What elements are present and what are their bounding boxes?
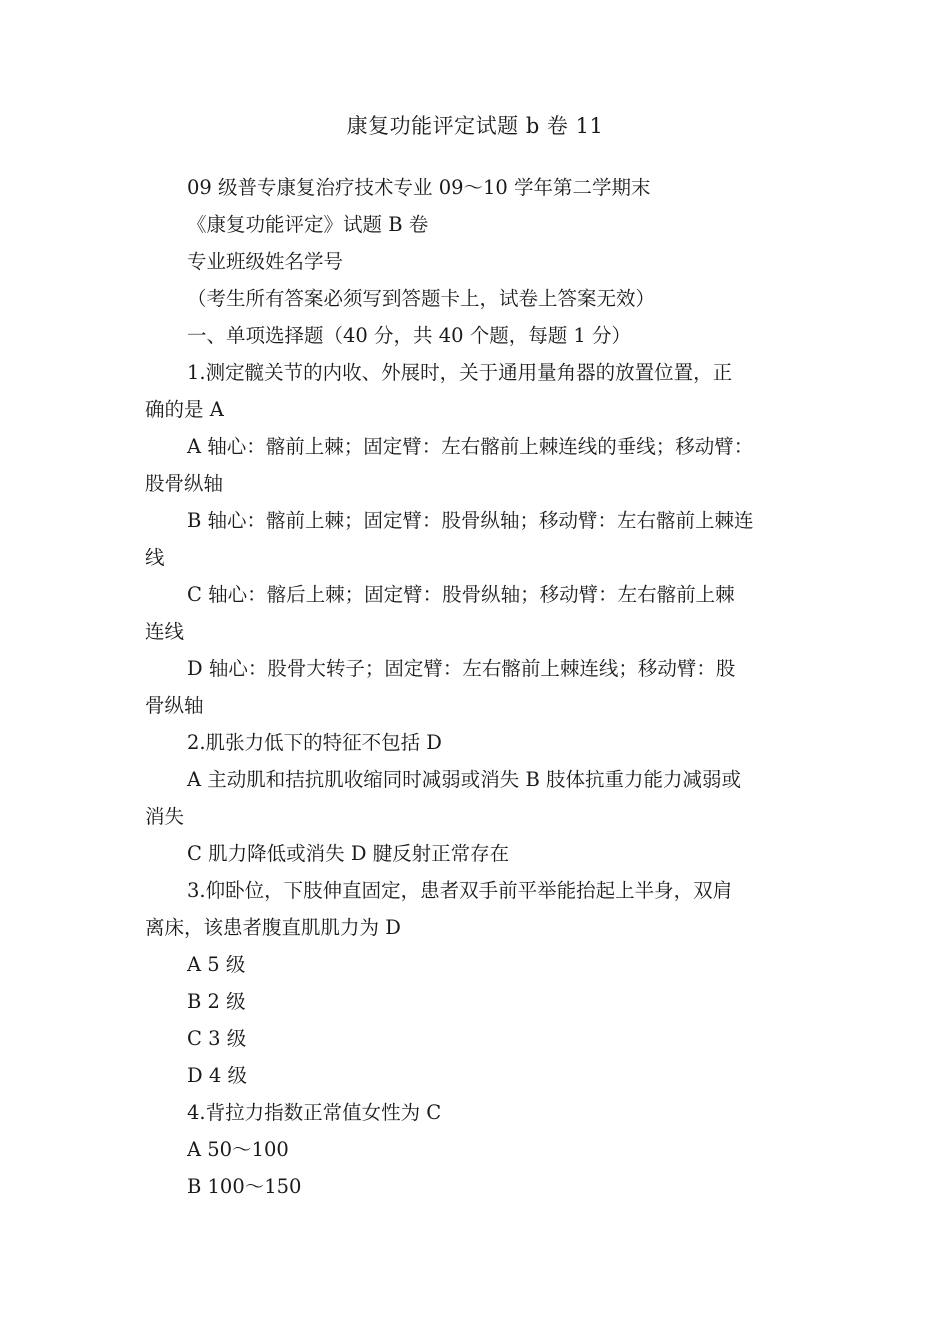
- option-text: C 3 级: [187, 1027, 247, 1050]
- question-text: 3.仰卧位，下肢伸直固定，患者双手前平举能抬起上半身，双肩: [187, 879, 733, 902]
- option-text: A 轴心：髂前上棘；固定臂：左右髂前上棘连线的垂线；移动臂：: [187, 435, 754, 458]
- question-text: 确的是 A: [145, 398, 224, 421]
- option-text: 连线: [145, 620, 185, 643]
- option-text: D 4 级: [187, 1064, 247, 1087]
- text-line: 《康复功能评定》试题 B 卷: [187, 213, 429, 236]
- option-text: 消失: [145, 805, 185, 828]
- option-text: C 轴心：髂后上棘；固定臂：股骨纵轴；移动臂：左右髂前上棘: [187, 583, 735, 606]
- text-line: 专业班级姓名学号: [187, 250, 344, 273]
- option-text: B 轴心：髂前上棘；固定臂：股骨纵轴；移动臂：左右髂前上棘连: [187, 509, 754, 532]
- option-text: A 5 级: [187, 953, 246, 976]
- text-line: 09 级普专康复治疗技术专业 09～10 学年第二学期末: [187, 176, 651, 199]
- document-title: 康复功能评定试题 b 卷 11: [346, 114, 604, 138]
- option-text: 线: [145, 546, 165, 569]
- option-text: C 肌力降低或消失 D 腱反射正常存在: [187, 842, 510, 865]
- option-text: D 轴心：股骨大转子；固定臂：左右髂前上棘连线；移动臂：股: [187, 657, 736, 680]
- option-text: A 主动肌和拮抗肌收缩同时减弱或消失 B 肢体抗重力能力减弱或: [187, 768, 742, 791]
- question-text: 4.背拉力指数正常值女性为 C: [187, 1101, 442, 1124]
- document-body: [145, 169, 825, 1205]
- option-text: B 2 级: [187, 990, 246, 1013]
- section-heading: 一、单项选择题（40 分，共 40 个题，每题 1 分）: [187, 324, 632, 347]
- text-line: （考生所有答案必须写到答题卡上，试卷上答案无效）: [187, 287, 656, 310]
- question-text: 离床，该患者腹直肌肌力为 D: [145, 916, 401, 939]
- option-text: 骨纵轴: [145, 694, 204, 717]
- option-text: A 50～100: [187, 1138, 289, 1161]
- question-text: 2.肌张力低下的特征不包括 D: [187, 731, 442, 754]
- option-text: B 100～150: [187, 1175, 302, 1198]
- option-text: 股骨纵轴: [145, 472, 224, 495]
- question-text: 1.测定髋关节的内收、外展时，关于通用量角器的放置位置，正: [187, 361, 733, 384]
